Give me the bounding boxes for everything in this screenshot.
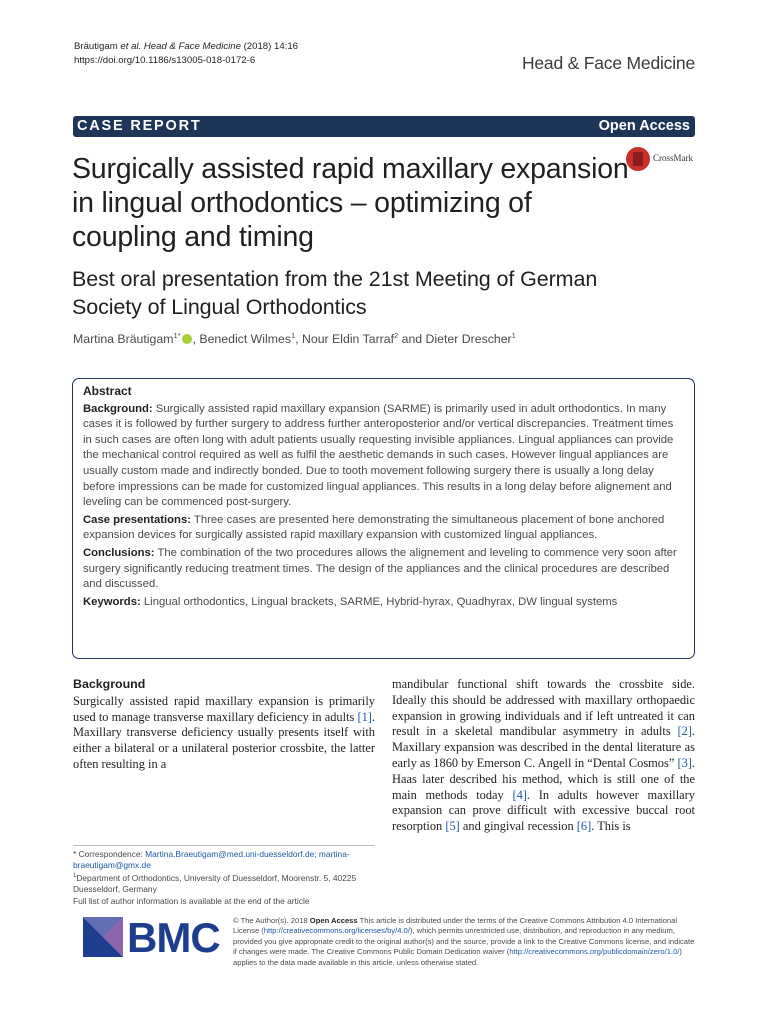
author-name[interactable]: , Benedict Wilmes [192,332,291,346]
author-affiliation-mark: 1 [290,330,296,340]
abstract-case-label: Case presentations: [83,513,191,526]
body-text: . Haas later described his method, which is still one of the main methods today [392,755,695,802]
bmc-logo-text: BMC [127,914,220,961]
correspondence-email-link[interactable]: Martina.Braeutigam@med.uni-duesseldorf.de; martina-braeutigam@gmx.de [73,849,350,871]
citation-volume: (2018) 14:16 [240,41,299,52]
author-list [73,332,516,346]
citation-link[interactable]: [6] [576,819,592,834]
citation-link[interactable]: [2] [677,724,692,739]
citation-link[interactable]: [3] [677,755,692,770]
abstract-keywords [83,595,685,611]
abstract-case-text: Three cases are presented here demonstrating the simultaneous placement of bone anchored expansion devices for surgically assisted rapid maxillary expansion with customized lingual appliances. [83,513,665,542]
abstract-keywords-text: Lingual orthodontics, Lingual brackets, SARME, Hybrid-hyrax, Quadhyrax, DW lingual systems [140,595,618,608]
abstract-content [83,384,685,612]
orcid-icon[interactable] [182,334,192,344]
citation-journal: et al. Head & Face Medicine [120,41,241,52]
body-text: Surgically assisted rapid maxillary expansion is primarily used to manage transverse maxillary deficiency in adults [73,693,375,724]
body-text: . In adults however maxillary expansion can prove difficult with excessive buccal root resorption [392,787,695,834]
abstract-keywords-label: Keywords: [83,595,141,608]
abstract-conclusions-text: The combination of the two procedures allows the alignement and leveling to commence very soon after surgery significantly reducing treatment times. The design of the appliances and the clinical procedures are described and discussed. [83,546,677,591]
author-name[interactable]: Martina Bräutigam [73,332,174,346]
affiliation-mark: 1 [73,873,77,880]
doi-link[interactable]: https://doi.org/10.1186/s13005-018-0172-6 [74,55,256,66]
article-title: Surgically assisted rapid maxillary expansion in lingual orthodontics – optimizing of coupling and timing [72,153,629,253]
body-column-left [73,677,375,773]
body-paragraph [73,694,375,773]
body-paragraph [392,677,695,835]
citation-link[interactable]: [4] [512,787,527,802]
bmc-logo[interactable] [83,913,223,963]
license-text: ), which permits unrestricted use, distribution, and reproduction in any medium, provided you give appropriate credit to the original author(s) and the source, provide a link to the Creative Commons license, and indicate if changes were made. The Creative Commons Public Domain Dedication waiver ( [233,926,695,957]
running-header [74,40,298,68]
license-text: This article is distributed under the terms of the Creative Commons Attribution 4.0 International License ( [233,916,678,936]
body-text: . Maxillary transverse deficiency usually presents itself with either a bilateral or a unilateral posterior crossbite, the latter often resulting in a [73,709,375,771]
article-subtitle: Best oral presentation from the 21st Meeting of German Society of Lingual Orthodontics [72,267,598,319]
abstract-case-presentations [83,513,685,544]
license-link[interactable]: http://creativecommons.org/licenses/by/4.0/ [263,926,410,936]
journal-name: Head & Face Medicine [521,53,695,73]
abstract-conclusions-label: Conclusions: [83,546,155,559]
body-text: mandibular functional shift towards the crossbite side. Ideally this should be addressed with maxillary orthopaedic expansion in growing individuals and if left untreated it can result in a skeletal mandibular asymmetry in adults [392,677,695,739]
article-type-label: CASE REPORT [77,118,202,134]
citation-author: Bräutigam [74,41,118,52]
open-access-label: Open Access [598,118,690,134]
author-name[interactable]: , Nour Eldin Tarraf [295,332,395,346]
abstract-box [72,378,695,659]
abstract-heading: Abstract [83,384,132,398]
license-text: ) applies to the data made available in this article, unless otherwise stated. [233,947,682,967]
citation-line [74,40,298,54]
author-name[interactable]: and Dieter Drescher [398,332,512,346]
body-text: . This is [591,819,631,834]
license-text: © The Author(s). 2018 [233,916,310,925]
correspondence-note [73,849,378,871]
author-affiliation-mark: 2 [394,330,399,340]
author-affiliation-mark: 1* [173,330,181,340]
citation-link[interactable]: [1] [357,709,372,724]
bmc-logo-icon [83,917,123,957]
license-statement [233,916,695,968]
author-info-note: Full list of author information is available at the end of the article [73,895,310,906]
section-heading: Background [73,677,146,691]
footnote-divider [73,845,375,846]
author-affiliation-mark: 1 [511,330,516,340]
abstract-background-label: Background: [83,402,153,415]
license-link[interactable]: http://creativecommons.org/publicdomain/zero/1.0/ [509,947,680,957]
affiliation-note [73,871,378,895]
affiliation-text: Department of Orthodontics, University of Duesseldorf, Moorenstr. 5, 40225 Duesseldorf, Germany [73,873,357,895]
body-text: and gingival recession [459,819,577,834]
crossmark-label: CrossMark [653,153,693,163]
correspondence-label: * Correspondence: [73,849,146,859]
license-open-access: Open Access [309,916,358,925]
abstract-conclusions [83,546,685,593]
article-type-banner [73,116,695,137]
body-column-right [392,677,695,835]
body-text: . Maxillary expansion was described in the dental literature as early as 1860 by Emerson C. Angell in “Dental Cosmos” [392,724,695,770]
abstract-background [83,402,685,511]
citation-link[interactable]: [5] [445,819,460,834]
crossmark-button[interactable] [626,147,698,171]
footnotes [73,849,378,907]
abstract-background-text: Surgically assisted rapid maxillary expansion (SARME) is primarily used in adult orthodontics. In many cases it is followed by further surgery to address further anteroposterior and/or vertical discrepancies. Treatment times in such cases are often long with adult patients usually requesting invisible appliances. Lingual appliances can provide the mechanical control required as well as fulfil the aesthetic demands in such cases. However lingual appliances are usually custom made and indirectly bonded. Due to tooth movement following surgery there is usually a long delay before impressions can be made for customized lingual appliances. This results in a long delay before alignement and leveling can be commenced post-surgery. [83,402,674,509]
